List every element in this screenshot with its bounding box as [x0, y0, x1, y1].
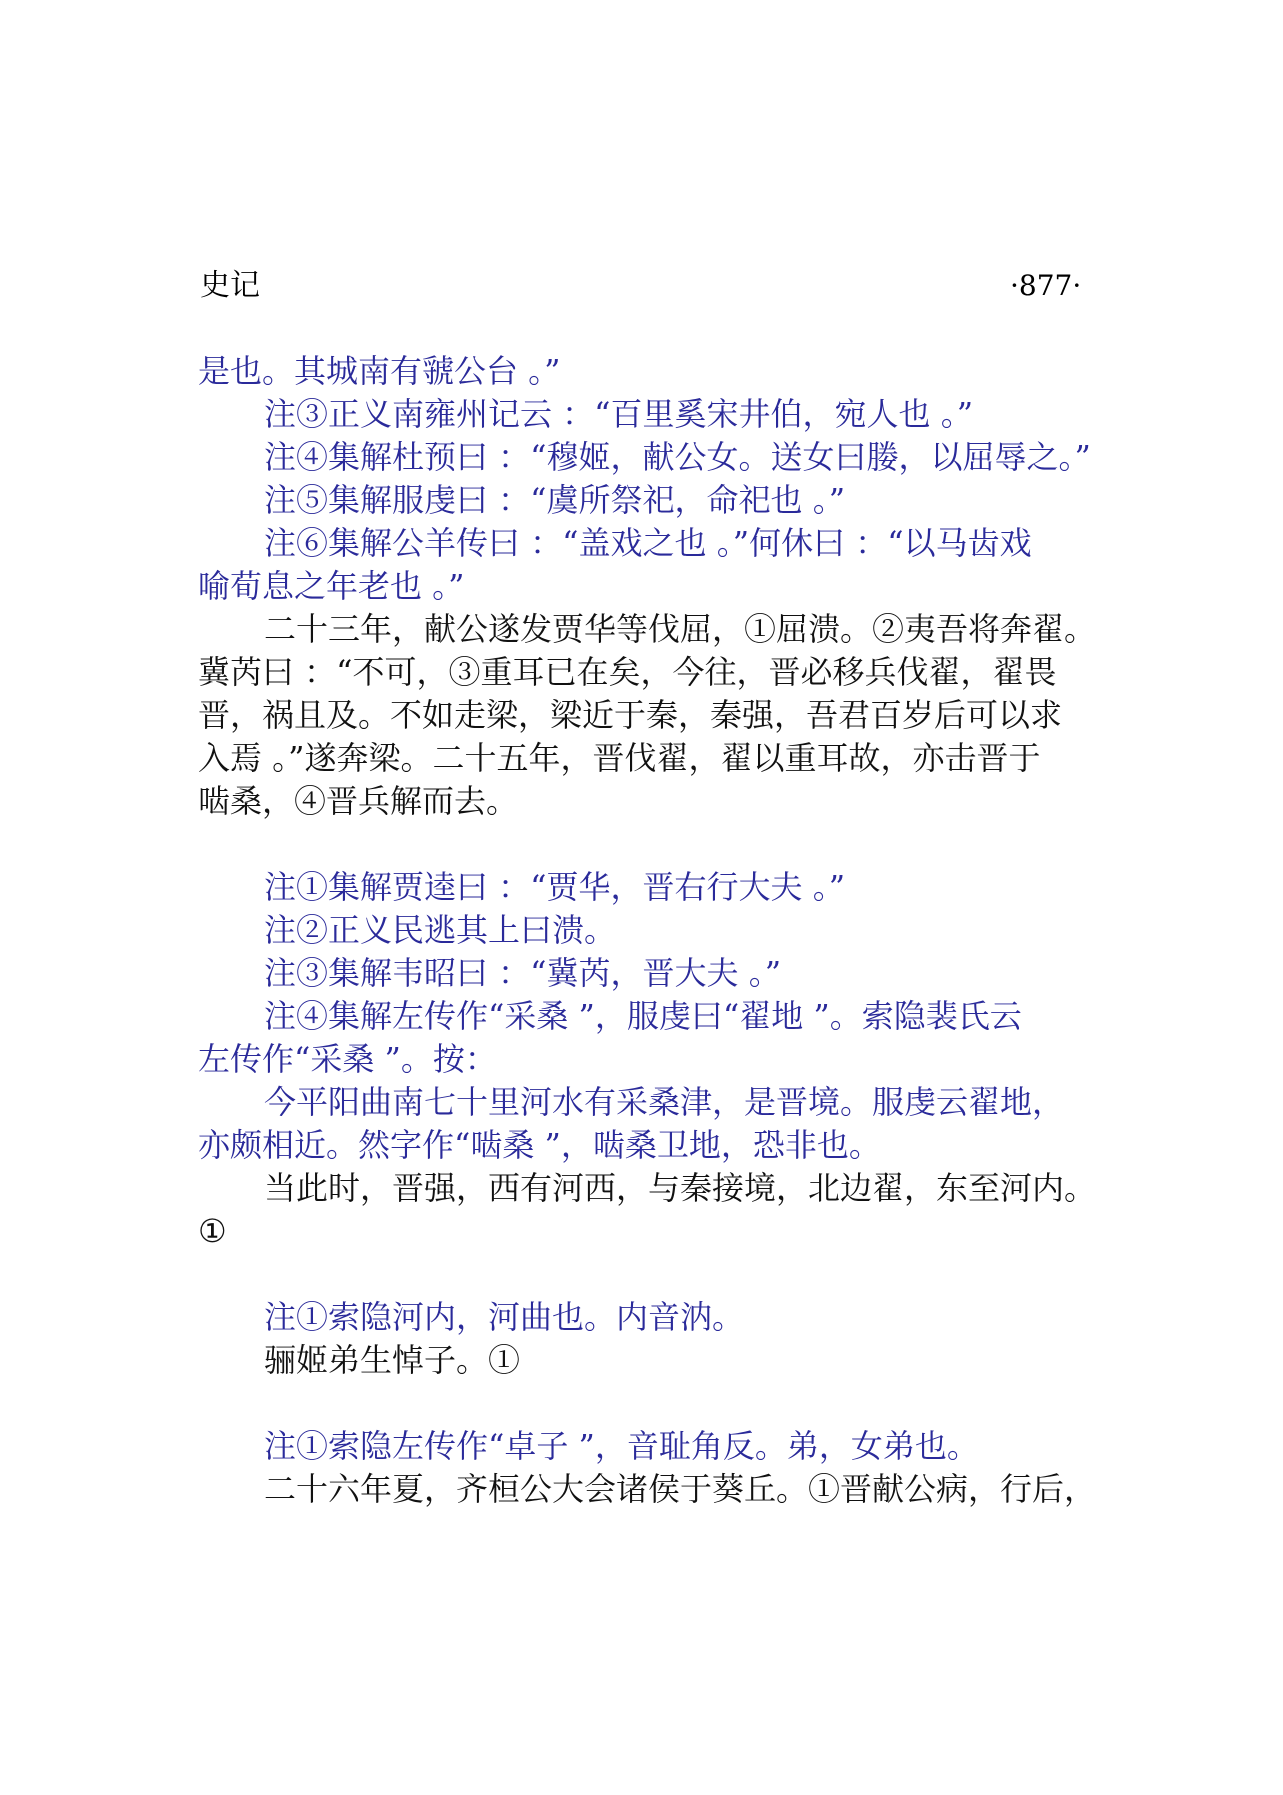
page-number: ·877·	[1010, 269, 1082, 302]
text-line: 骊姬弟生悼子。①	[264, 1341, 521, 1379]
text-line: 晋，祸且及。不如走梁，梁近于秦，秦强，吾君百岁后可以求	[198, 696, 1063, 734]
text-line: 当此时，晋强，西有河西，与秦接境，北边翟，东至河内。	[264, 1169, 1097, 1207]
text-line: 二十三年，献公遂发贾华等伐屈，①屈溃。②夷吾将奔翟。	[264, 610, 1097, 648]
text-line: ①	[198, 1212, 227, 1250]
annotation-line: 注③正义南雍州记云 ：“百里奚宋井伯，宛人也 。”	[264, 395, 974, 433]
annotation-line: 注⑤集解服虔曰 ：“虞所祭祀，命祀也 。”	[264, 481, 846, 519]
annotation-line: 今平阳曲南七十里河水有采桑津，是晋境。服虔云翟地，	[264, 1083, 1065, 1121]
blank-line	[198, 1253, 1098, 1296]
annotation-line: 注③集解韦昭曰 ：“冀芮，晋大夫 。”	[264, 954, 782, 992]
annotation-line: 注①索隐河内，河曲也。内音汭。	[264, 1298, 745, 1336]
body-text	[198, 350, 1098, 1511]
text-line: 入焉 。”遂奔梁。二十五年，晋伐翟，翟以重耳故，亦击晋于	[198, 739, 1041, 777]
text-line: 二十六年夏，齐桓公大会诸侯于葵丘。①晋献公病，行后，	[264, 1470, 1097, 1508]
annotation-line: 注①索隐左传作“卓子 ”，音耻角反。弟，女弟也。	[264, 1427, 979, 1465]
header-title: 史记	[200, 268, 260, 303]
annotation-line: 是也。其城南有虢公台 。”	[198, 352, 561, 390]
annotation-line: 亦颇相近。然字作“啮桑 ”，啮桑卫地，恐非也。	[198, 1126, 881, 1164]
text-line: 啮桑，④晋兵解而去。	[198, 782, 519, 820]
blank-line	[198, 823, 1098, 866]
annotation-line: 喻荀息之年老也 。”	[198, 567, 465, 605]
annotation-line: 注④集解左传作“采桑 ”，服虔曰“翟地 ”。索隐裴氏云	[264, 997, 1022, 1035]
annotation-line: 左传作“采桑 ”。按：	[198, 1040, 497, 1078]
annotation-line: 注④集解杜预曰 ：“穆姬，献公女。送女曰媵，以屈辱之。”	[264, 438, 1091, 476]
annotation-line: 注⑥集解公羊传曰 ：“盖戏之也 。”何休曰 ：“以马齿戏	[264, 524, 1032, 562]
annotation-line: 注①集解贾逵曰 ：“贾华，晋右行大夫 。”	[264, 868, 846, 906]
blank-line	[198, 1382, 1098, 1425]
annotation-line: 注②正义民逃其上曰溃。	[264, 911, 617, 949]
text-line: 冀芮曰 ：“不可，③重耳已在矣，今往，晋必移兵伐翟，翟畏	[198, 653, 1057, 691]
